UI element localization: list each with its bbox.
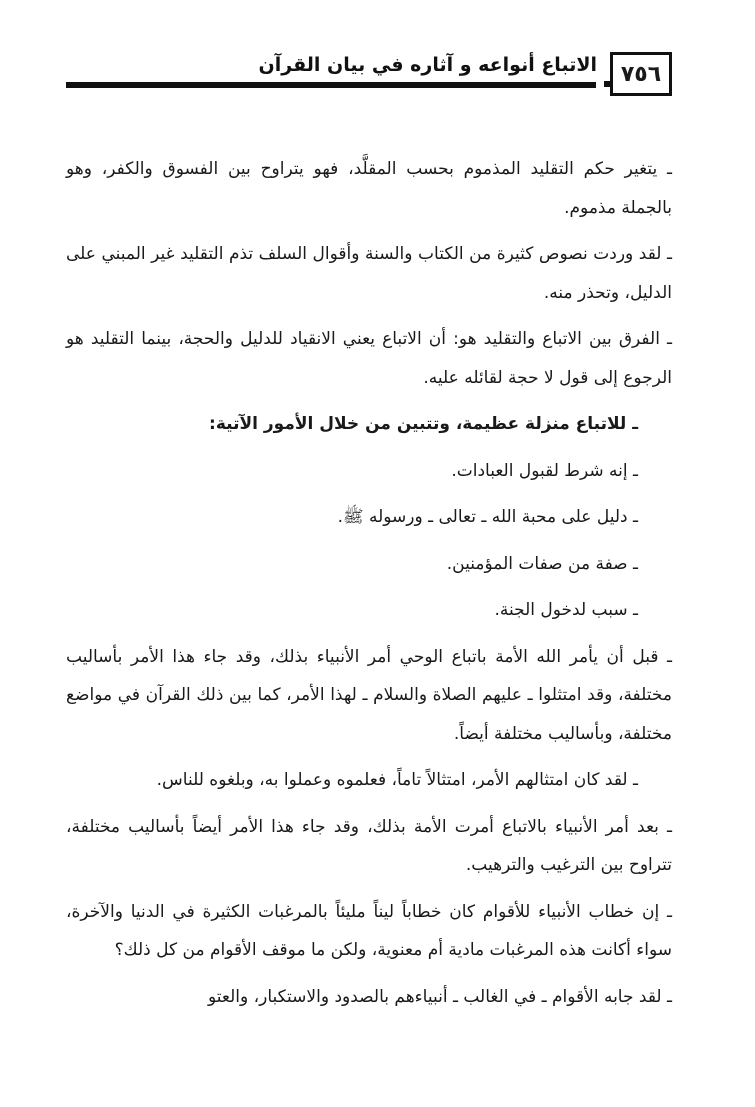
paragraph: ـ لقد كان امتثالهم الأمر، امتثالاً تاماً، فعلموه وعملوا به، وبلغوه للناس. (156, 770, 638, 790)
paragraph: ـ لقد جابه الأقوام ـ في الغالب ـ أنبياءهم بالصدود والاستكبار، والعتو (208, 986, 672, 1007)
page-number: ٧٥٦ (610, 52, 672, 96)
list-item: ـ سبب لدخول الجنة. (494, 600, 638, 620)
paragraph: ـ الفرق بين الاتباع والتقليد هو: أن الاتباع يعني الانقياد للدليل والحجة، بينما التقليد هو الرجوع إلى قول لا حجة لقائله عليه. (66, 329, 672, 388)
paragraph: ـ قبل أن يأمر الله الأمة باتباع الوحي أمر الأنبياء بذلك، وقد جاء هذا الأمر بأساليب مختلفة، وقد امتثلوا ـ عليهم الصلاة والسلام ـ لهذا الأمر، كما بين ذلك القرآن في مواضع مختلفة، وبأساليب مختلفة أيضاً. (66, 646, 672, 744)
list-item: ـ دليل على محبة الله ـ تعالى ـ ورسوله ﷺ. (337, 507, 638, 527)
header-rule (66, 82, 596, 88)
paragraph: ـ لقد وردت نصوص كثيرة من الكتاب والسنة وأقوال السلف تذم التقليد غير المبني على الدليل، وتحذر منه. (66, 244, 672, 303)
paragraph: ـ للاتباع منزلة عظيمة، وتتبين من خلال الأمور الآتية: (209, 414, 638, 434)
page-header (66, 48, 672, 102)
running-title: الاتباع أنواعه و آثاره في بيان القرآن (258, 54, 597, 76)
page-body (66, 150, 672, 1024)
paragraph: ـ يتغير حكم التقليد المذموم بحسب المقلَّد، فهو يتراوح بين الفسوق والكفر، وهو بالجملة مذموم. (66, 159, 672, 218)
list-item: ـ صفة من صفات المؤمنين. (446, 553, 638, 574)
list-item: ـ إنه شرط لقبول العبادات. (451, 460, 638, 481)
paragraph: ـ إن خطاب الأنبياء للأقوام كان خطاباً ليناً مليئاً بالمرغبات الكثيرة في الدنيا والآخرة، سواء أكانت هذه المرغبات مادية أم معنوية، ولكن ما موقف الأقوام من كل ذلك؟ (66, 901, 672, 960)
paragraph: ـ بعد أمر الأنبياء بالاتباع أمرت الأمة بذلك، وقد جاء هذا الأمر أيضاً بأساليب مختلفة، تتراوح بين الترغيب والترهيب. (66, 816, 672, 875)
